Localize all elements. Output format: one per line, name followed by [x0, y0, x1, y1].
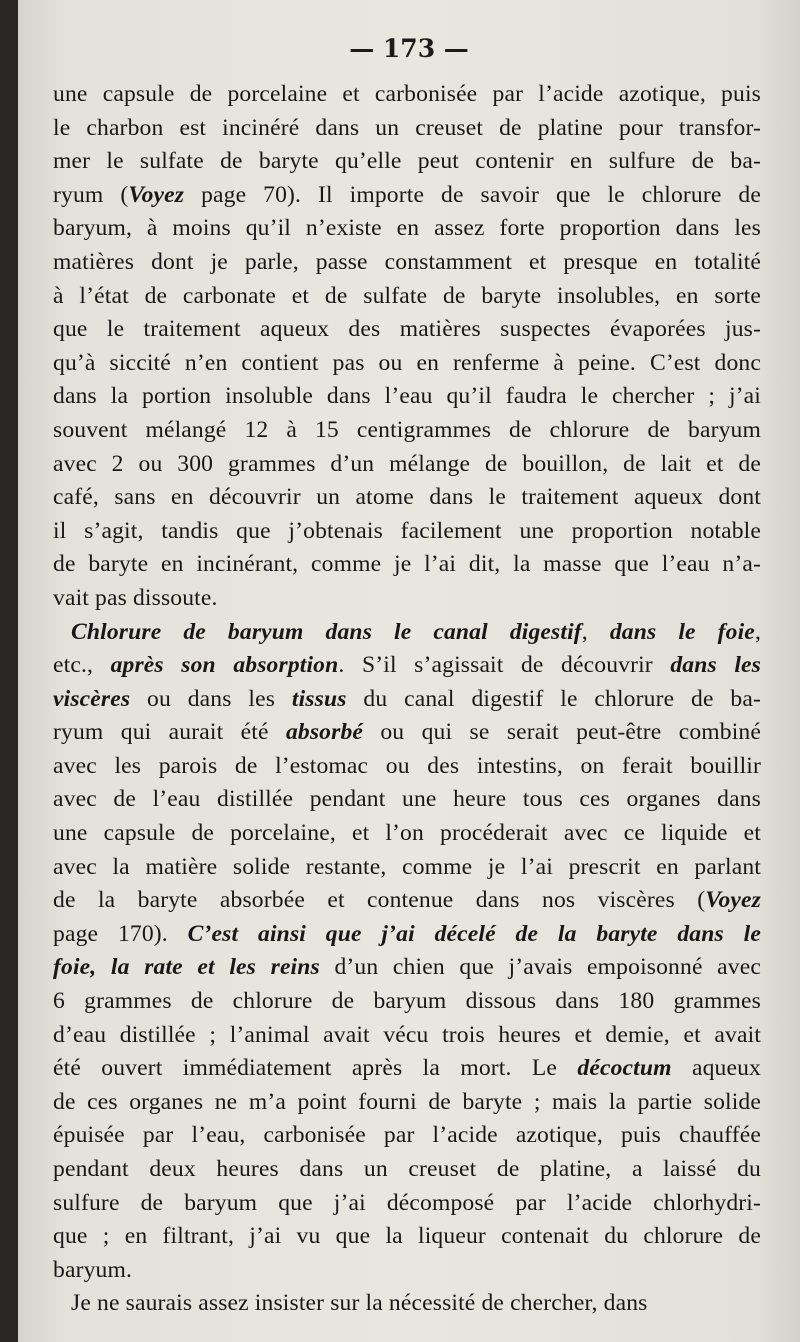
text-run: d’eau distillée ; l’animal avait vécu trois heures et demie, et avait: [53, 1021, 761, 1048]
text-run: Je ne saurais assez insister sur la nécessité de chercher, dans: [71, 1290, 648, 1317]
text-line: [53, 918, 761, 952]
text-line: [53, 112, 761, 146]
text-run: une capsule de porcelaine, et l’on procéderait avec ce liquide et: [53, 820, 761, 847]
text-line: [53, 78, 761, 112]
text-run: ,: [581, 618, 610, 645]
text-run: que le traitement aqueux des matières suspectes évaporées jus-: [53, 316, 761, 343]
text-run: qu’à siccité n’en contient pas ou en renferme à peine. C’est donc: [53, 349, 761, 376]
paragraph: [53, 78, 761, 616]
text-run: il s’agit, tandis que j’obtenais facilement une proportion notable: [53, 517, 761, 544]
emphasized-text: Chlorure de baryum dans le canal digestif: [71, 618, 582, 645]
text-line: [53, 1086, 761, 1120]
page-number: — 173 —: [349, 34, 469, 63]
text-line: [53, 750, 761, 784]
emphasized-text: après son absorption: [110, 652, 339, 679]
text-line: [53, 1254, 761, 1288]
text-run: une capsule de porcelaine et carbonisée par l’acide azotique, puis: [53, 81, 761, 107]
emphasized-text: Voyez: [705, 887, 761, 914]
emphasized-text: foie, la rate et les reins: [53, 954, 320, 981]
text-line: [53, 246, 761, 280]
text-run: que ; en filtrant, j’ai vu que la liqueur contenait du chlorure de: [53, 1223, 761, 1250]
text-line: [53, 1052, 761, 1086]
text-run: le charbon est incinéré dans un creuset de platine pour transfor-: [53, 114, 761, 141]
text-line: [53, 783, 761, 817]
text-line: [53, 851, 761, 885]
text-run: baryum, à moins qu’il n’existe en assez forte proportion dans les: [53, 215, 761, 242]
text-line: [53, 515, 761, 549]
text-line: [53, 616, 761, 650]
text-run: été ouvert immédiatement après la mort. Le: [53, 1055, 578, 1082]
text-run: page 170).: [53, 920, 188, 947]
text-run: avec de l’eau distillée pendant une heure tous ces organes dans: [53, 786, 761, 813]
book-page: [18, 0, 800, 1342]
text-run: aqueux: [671, 1055, 761, 1082]
text-run: avec la matière solide restante, comme je l’ai prescrit en parlant: [53, 853, 761, 880]
text-run: ou qui se serait peut-être combiné: [363, 719, 761, 746]
text-line: [53, 649, 761, 683]
emphasized-text: C’est ainsi que j’ai décelé de la baryte dans le: [187, 920, 761, 947]
text-run: de ces organes ne m’a point fourni de baryte ; mais la partie solide: [53, 1088, 761, 1115]
text-line: [53, 212, 761, 246]
text-line: [53, 414, 761, 448]
text-line: [53, 683, 761, 717]
paragraph: [53, 616, 761, 1288]
text-line: [53, 1019, 761, 1053]
text-run: souvent mélangé 12 à 15 centigrammes de chlorure de baryum: [53, 416, 761, 443]
emphasized-text: Voyez: [128, 181, 185, 208]
text-line: [53, 884, 761, 918]
text-run: sulfure de baryum que j’ai décomposé par l’acide chlorhydri-: [53, 1189, 761, 1216]
text-run: ,: [754, 618, 761, 645]
text-line: [53, 817, 761, 851]
text-line: [53, 448, 761, 482]
text-run: de baryte en incinérant, comme je l’ai dit, la masse que l’eau n’a-: [53, 551, 761, 578]
text-run: ryum qui aurait été: [53, 719, 286, 746]
text-run: épuisée par l’eau, carbonisée par l’acide azotique, puis chauffée: [53, 1122, 761, 1149]
text-line: [53, 1187, 761, 1221]
emphasized-text: dans le foie: [609, 618, 755, 645]
text-run: vait pas dissoute.: [53, 584, 218, 611]
text-run: etc.,: [53, 652, 111, 679]
text-line: [53, 481, 761, 515]
text-line: [53, 1220, 761, 1254]
text-line: [53, 985, 761, 1019]
text-run: . S’il s’agissait de découvrir: [338, 652, 671, 679]
body-text: [53, 78, 761, 1321]
text-run: à l’état de carbonate et de sulfate de baryte insolubles, en sorte: [53, 282, 761, 309]
text-run: du canal digestif le chlorure de ba-: [346, 685, 761, 712]
emphasized-text: viscères: [53, 685, 131, 712]
text-line: [53, 548, 761, 582]
text-line: [53, 179, 761, 213]
text-run: pendant deux heures dans un creuset de platine, a laissé du: [53, 1156, 761, 1182]
text-run: mer le sulfate de baryte qu’elle peut contenir en sulfure de ba-: [53, 148, 761, 175]
emphasized-text: tissus: [291, 685, 347, 712]
text-run: page 70). Il importe de savoir que le chlorure de: [184, 181, 761, 208]
text-run: dans la portion insoluble dans l’eau qu’il faudra le chercher ; j’ai: [53, 383, 761, 410]
emphasized-text: décoctum: [577, 1055, 672, 1082]
emphasized-text: dans les: [670, 652, 761, 679]
text-line: [53, 347, 761, 381]
text-line: [53, 716, 761, 750]
text-line: [53, 380, 761, 414]
text-line: [53, 1287, 761, 1321]
text-run: avec les parois de l’estomac ou des intestins, on ferait bouillir: [53, 752, 761, 779]
text-run: 6 grammes de chlorure de baryum dissous dans 180 grammes: [53, 988, 761, 1015]
text-run: ryum (: [53, 181, 129, 208]
emphasized-text: absorbé: [285, 719, 364, 746]
text-line: [53, 1119, 761, 1153]
paragraph: [53, 1287, 761, 1321]
text-line: [53, 313, 761, 347]
text-run: matières dont je parle, passe constamment et presque en totalité: [53, 248, 761, 275]
text-line: [53, 1153, 761, 1187]
text-line: [53, 145, 761, 179]
text-run: avec 2 ou 300 grammes d’un mélange de bouillon, de lait et de: [53, 450, 761, 477]
text-line: [53, 280, 761, 314]
text-run: d’un chien que j’avais empoisonné avec: [319, 954, 761, 981]
text-line: [53, 582, 761, 616]
text-run: café, sans en découvrir un atome dans le traitement aqueux dont: [53, 484, 761, 511]
text-run: ou dans les: [130, 685, 292, 712]
text-run: baryum.: [53, 1256, 133, 1283]
text-line: [53, 951, 761, 985]
text-run: de la baryte absorbée et contenue dans nos viscères (: [53, 887, 706, 914]
